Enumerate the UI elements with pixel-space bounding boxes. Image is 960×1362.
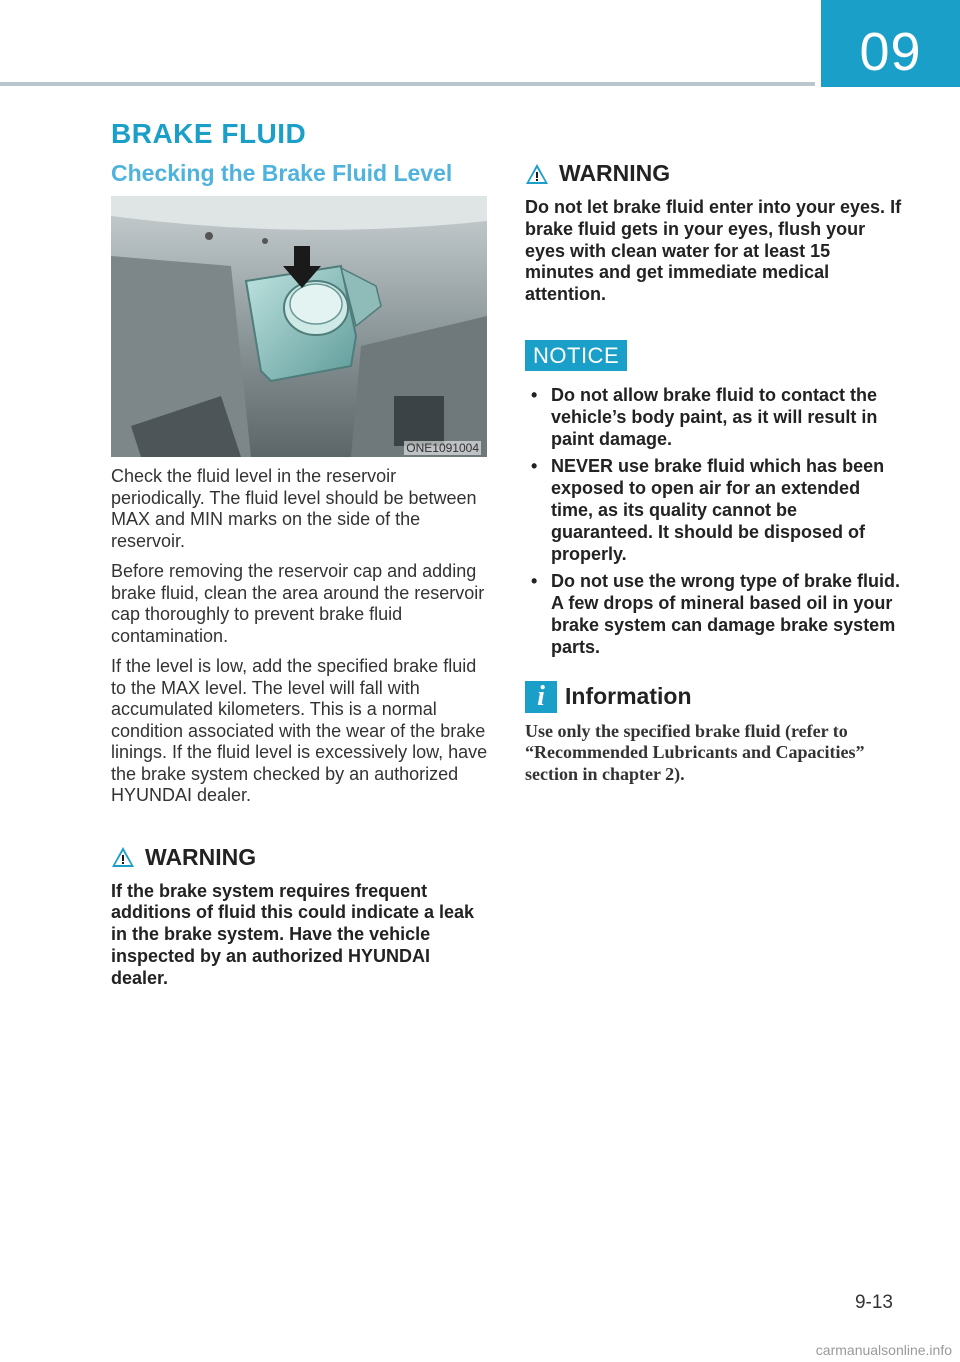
notice-badge: NOTICE xyxy=(525,340,627,371)
section-title: BRAKE FLUID xyxy=(111,118,307,149)
engine-bay-illustration xyxy=(111,196,487,457)
warning-title: WARNING xyxy=(559,160,671,186)
header-rule xyxy=(0,82,815,86)
information-header xyxy=(525,681,903,713)
brake-reservoir-photo xyxy=(111,196,487,457)
warning-triangle-icon xyxy=(111,845,135,869)
body-paragraph: Check the fluid level in the reservoir periodically. The fluid level should be between MAX and MIN marks on the side of the reservoir. xyxy=(111,466,477,551)
information-title: Information xyxy=(565,683,692,710)
warning-triangle-icon xyxy=(525,162,549,186)
page-number: 9-13 xyxy=(854,1292,893,1313)
warning-title: WARNING xyxy=(145,843,257,870)
list-item xyxy=(525,571,903,658)
list-item-text: NEVER use brake fluid which has been exposed to open air for an extended time, as its quality cannot be guaranteed. It should be disposed of properly. xyxy=(551,456,885,564)
photo-code: ONE1091004 xyxy=(406,441,479,455)
subsection-title: Checking the Brake Fluid Level xyxy=(111,160,453,186)
warning-text: If the brake system requires frequent additions of fluid this could indicate a leak in the brake system. Have the vehicle inspected by an authorized HYUNDAI dealer. xyxy=(111,880,475,988)
warning-text: Do not let brake fluid enter into your eyes. If brake fluid gets in your eyes, flush your eyes with clean water for at least 15 minutes and get immediate medical attention. xyxy=(525,197,902,305)
bullet: • xyxy=(531,384,538,405)
chapter-tab: 09 xyxy=(821,0,960,87)
info-icon: i xyxy=(525,681,557,713)
information-text: Use only the specified brake fluid (refer to “Recommended Lubricants and Capacities” section in chapter 2). xyxy=(525,720,865,784)
list-item-text: Do not use the wrong type of brake fluid. A few drops of mineral based oil in your brake system can damage brake system parts. xyxy=(551,571,901,657)
list-item-text: Do not allow brake fluid to contact the vehicle’s body paint, as it will result in paint damage. xyxy=(551,384,878,449)
bullet: • xyxy=(531,456,538,477)
body-paragraph: If the level is low, add the specified brake fluid to the MAX level. The level will fall with accumulated kilometers. This is a normal condition associated with the wear of the brake linings. If the fluid level is excessively low, have the brake system checked by an authorized HYUNDAI dealer. xyxy=(111,656,488,805)
watermark: carmanualsonline.info xyxy=(815,1342,952,1358)
right-column xyxy=(525,160,903,785)
warning-header xyxy=(111,844,489,871)
notice-list xyxy=(525,385,903,659)
body-paragraph: Before removing the reservoir cap and adding brake fluid, clean the area around the reservoir cap thoroughly to prevent brake fluid contamination. xyxy=(111,561,485,646)
warning-header xyxy=(525,160,903,187)
left-column xyxy=(111,466,489,989)
list-item xyxy=(525,385,903,450)
bullet: • xyxy=(531,571,538,592)
list-item xyxy=(525,456,903,565)
